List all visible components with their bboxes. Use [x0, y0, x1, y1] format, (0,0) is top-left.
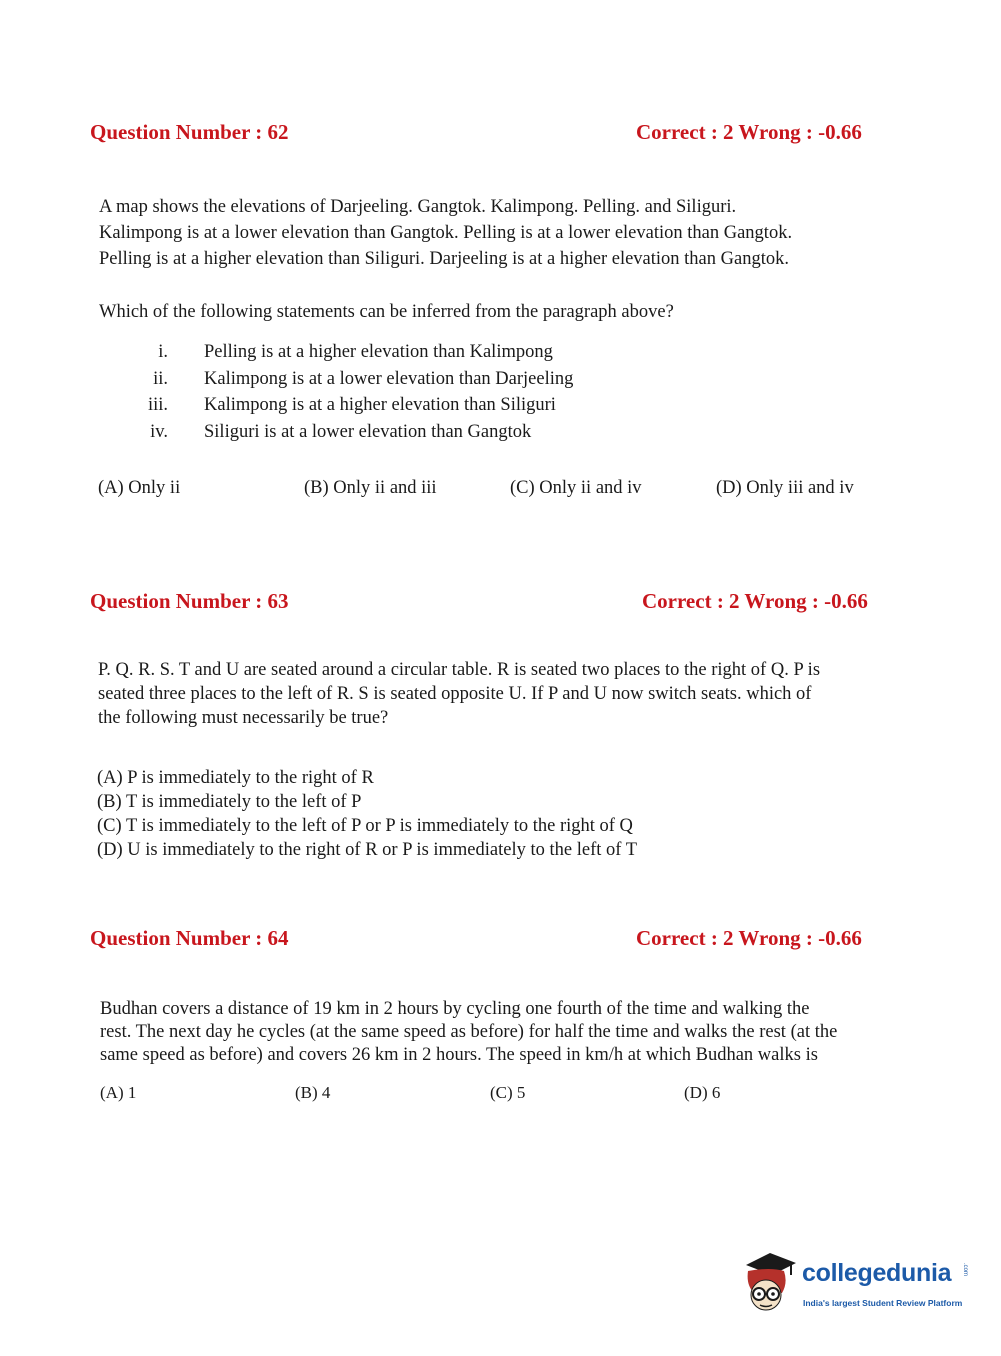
- question-64-passage: [100, 998, 837, 1067]
- statement-number: ii.: [153, 369, 168, 389]
- q62-option-a: (A) Only ii: [98, 478, 181, 498]
- q62-option-c: (C) Only ii and iv: [510, 478, 642, 498]
- passage-line: Pelling is at a higher elevation than Siliguri. Darjeeling is at a higher elevation than Gangtok.: [99, 249, 789, 269]
- question-63-passage: [98, 658, 820, 730]
- passage-line: same speed as before) and covers 26 km in 2 hours. The speed in km/h at which Budhan walks is: [100, 1045, 818, 1065]
- statement-text: Kalimpong is at a lower elevation than Darjeeling: [204, 369, 574, 389]
- question-62-prompt: Which of the following statements can be inferred from the paragraph above?: [99, 302, 674, 322]
- logo-suffix: .com: [962, 1263, 968, 1277]
- q64-option-d: (D) 6: [684, 1083, 721, 1102]
- passage-line: seated three places to the left of R. S is seated opposite U. If P and U now switch seats. which of: [98, 684, 812, 704]
- q62-option-d: (D) Only iii and iv: [716, 478, 854, 498]
- question-62-passage: [99, 194, 792, 272]
- q63-option-a: (A) P is immediately to the right of R: [97, 768, 374, 788]
- q64-option-b: (B) 4: [295, 1083, 331, 1102]
- statement-number: i.: [158, 342, 168, 362]
- statement-number: iv.: [150, 422, 168, 442]
- logo-name: collegedunia: [802, 1259, 952, 1287]
- passage-line: P. Q. R. S. T and U are seated around a circular table. R is seated two places to the right of Q. P is: [98, 660, 821, 680]
- mascot-icon: [740, 1245, 800, 1315]
- question-62-marks: Correct : 2 Wrong : -0.66: [636, 120, 862, 144]
- statement-text: Pelling is at a higher elevation than Kalimpong: [204, 342, 553, 362]
- question-64-number: Question Number : 64: [90, 926, 289, 950]
- passage-line: Budhan covers a distance of 19 km in 2 hours by cycling one fourth of the time and walking the: [100, 999, 810, 1019]
- logo-tagline: India's largest Student Review Platform: [803, 1298, 963, 1308]
- statement-text: Kalimpong is at a higher elevation than Siliguri: [204, 395, 556, 415]
- statement-number: iii.: [147, 395, 168, 415]
- statement-text: Siliguri is at a lower elevation than Gangtok: [204, 422, 532, 442]
- q63-option-c: (C) T is immediately to the left of P or P is immediately to the right of Q: [97, 816, 633, 836]
- question-64-marks: Correct : 2 Wrong : -0.66: [636, 926, 862, 950]
- passage-line: rest. The next day he cycles (at the same speed as before) for half the time and walks the rest (at the: [100, 1022, 838, 1042]
- passage-line: Kalimpong is at a lower elevation than Gangtok. Pelling is at a lower elevation than Gangtok.: [99, 223, 793, 243]
- q63-option-b: (B) T is immediately to the left of P: [97, 792, 362, 812]
- question-63-options: [97, 766, 637, 862]
- question-62-number: Question Number : 62: [90, 120, 289, 144]
- q62-option-b: (B) Only ii and iii: [304, 478, 437, 498]
- q64-option-c: (C) 5: [490, 1083, 526, 1102]
- question-63-marks: Correct : 2 Wrong : -0.66: [642, 589, 868, 613]
- question-63-number: Question Number : 63: [90, 589, 289, 613]
- collegedunia-logo: [740, 1245, 980, 1320]
- q63-option-d: (D) U is immediately to the right of R or P is immediately to the left of T: [97, 840, 638, 860]
- q64-option-a: (A) 1: [100, 1083, 137, 1102]
- passage-line: the following must necessarily be true?: [98, 708, 389, 728]
- passage-line: A map shows the elevations of Darjeeling. Gangtok. Kalimpong. Pelling. and Siliguri.: [99, 197, 737, 217]
